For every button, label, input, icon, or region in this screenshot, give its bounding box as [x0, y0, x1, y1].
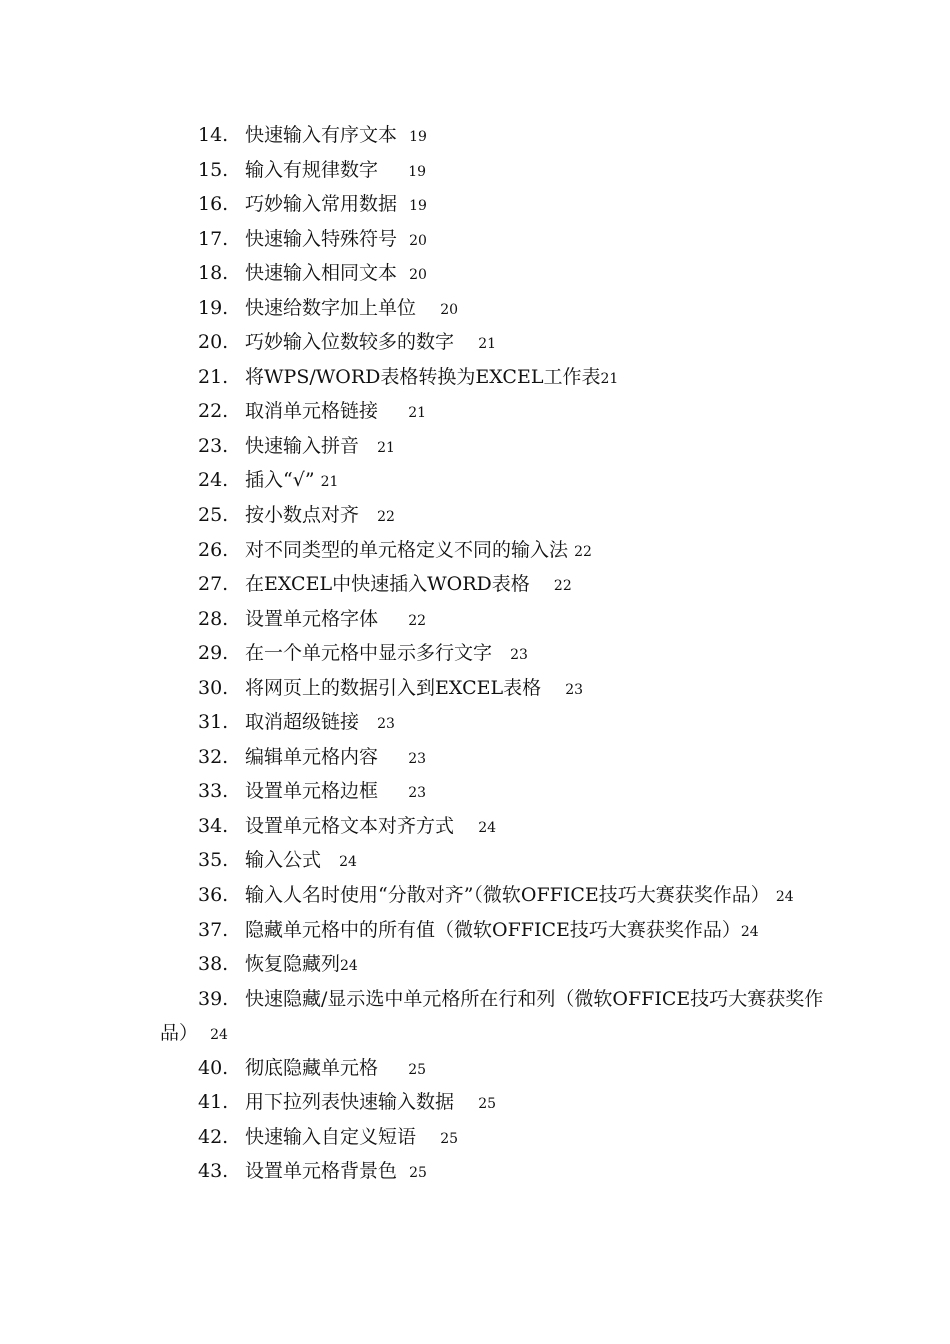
entry-title: 巧妙输入位数较多的数字 — [245, 331, 455, 354]
entry-page: 23 — [510, 647, 528, 664]
toc-entry-15[interactable] — [0, 153, 950, 188]
entry-page: 21 — [600, 370, 619, 387]
entry-page: 20 — [409, 232, 427, 249]
entry-page: 25 — [478, 1096, 497, 1113]
entry-number: 41. — [198, 1091, 229, 1114]
entry-number: 14. — [198, 124, 229, 146]
entry-number: 38. — [198, 953, 229, 976]
toc-entry-26[interactable] — [0, 533, 950, 568]
entry-title: 快速输入特殊符号 — [245, 227, 398, 250]
entry-page: 22 — [553, 578, 572, 595]
entry-title: 输入人名时使用“分散对齐”（微软OFFICE技巧大赛获奖作品） — [245, 884, 770, 907]
entry-separator — [378, 746, 408, 768]
toc-entry-32[interactable] — [0, 740, 950, 775]
entry-separator — [359, 711, 377, 733]
entry-number: 25. — [198, 504, 229, 527]
entry-page: 19 — [409, 129, 427, 145]
entry-number: 33. — [198, 780, 229, 803]
entry-number: 37. — [198, 918, 229, 941]
entry-separator — [359, 504, 377, 526]
toc-entry-40[interactable] — [0, 1051, 950, 1086]
entry-separator — [454, 331, 478, 353]
toc-entry-29[interactable] — [0, 636, 950, 671]
toc-entry-34[interactable] — [0, 809, 950, 844]
entry-number: 32. — [198, 745, 229, 768]
entry-separator — [378, 780, 408, 802]
entry-title: 设置单元格背景色 — [245, 1160, 398, 1183]
entry-title: 在EXCEL中快速插入WORD表格 — [245, 573, 530, 596]
toc-entry-22[interactable] — [0, 394, 950, 429]
entry-title: 快速输入相同文本 — [245, 262, 398, 285]
entry-separator — [492, 642, 510, 664]
entry-number: 36. — [198, 884, 229, 907]
entry-page: 24 — [210, 1027, 228, 1044]
toc-entry-18[interactable] — [0, 256, 950, 291]
entry-page: 23 — [408, 785, 427, 802]
entry-number: 34. — [198, 814, 229, 837]
entry-separator — [378, 400, 408, 422]
entry-separator — [397, 1160, 409, 1182]
entry-number: 18. — [198, 262, 229, 285]
entry-title: 快速给数字加上单位 — [245, 296, 417, 319]
entry-title: 将WPS/WORD表格转换为EXCEL工作表 — [245, 365, 601, 388]
entry-number: 24. — [198, 469, 229, 492]
entry-title: 彻底隐藏单元格 — [245, 1056, 379, 1079]
entry-separator — [397, 228, 409, 250]
entry-separator — [397, 124, 409, 146]
entry-number: 21. — [198, 365, 229, 388]
entry-page: 20 — [440, 301, 459, 318]
entry-number: 42. — [198, 1125, 229, 1148]
toc-entry-25[interactable] — [0, 498, 950, 533]
entry-title: 对不同类型的单元格定义不同的输入法 — [245, 538, 569, 561]
entry-title: 快速隐藏/显示选中单元格所在行和列（微软OFFICE技巧大赛获奖作 — [245, 987, 824, 1010]
entry-number: 29. — [198, 642, 229, 665]
entry-page: 22 — [408, 612, 427, 629]
toc-entry-19[interactable] — [0, 291, 950, 326]
entry-number: 31. — [198, 711, 229, 734]
entry-separator — [454, 1091, 478, 1113]
entry-page: 24 — [339, 854, 357, 871]
entry-page: 22 — [377, 509, 395, 526]
toc-entry-38[interactable] — [0, 947, 950, 982]
entry-number: 26. — [198, 538, 229, 561]
toc-entry-16[interactable] — [0, 187, 950, 222]
entry-title: 用下拉列表快速输入数据 — [245, 1091, 455, 1114]
entry-separator — [397, 262, 409, 284]
entry-page: 25 — [408, 1061, 427, 1078]
entry-number: 28. — [198, 607, 229, 630]
entry-page: 23 — [408, 750, 427, 767]
entry-page: 24 — [740, 923, 759, 940]
entry-separator — [397, 193, 409, 215]
entry-number: 19. — [198, 296, 229, 319]
entry-title: 快速输入自定义短语 — [245, 1125, 417, 1148]
entry-title: 将网页上的数据引入到EXCEL表格 — [245, 676, 542, 699]
toc-entry-36[interactable] — [0, 878, 950, 913]
entry-title: 取消单元格链接 — [245, 400, 379, 423]
entry-title: 快速输入有序文本 — [245, 124, 398, 146]
table-of-contents — [0, 118, 950, 1189]
entry-number: 20. — [198, 331, 229, 354]
toc-entry-35[interactable] — [0, 843, 950, 878]
entry-page: 24 — [775, 889, 794, 906]
entry-separator — [198, 1022, 210, 1044]
entry-title: 设置单元格边框 — [245, 780, 379, 803]
toc-entry-27[interactable] — [0, 567, 950, 602]
entry-page: 21 — [478, 336, 497, 353]
toc-entry-42[interactable] — [0, 1120, 950, 1155]
entry-title: 巧妙输入常用数据 — [245, 193, 398, 216]
entry-page: 21 — [377, 439, 395, 456]
entry-separator — [378, 1057, 408, 1079]
entry-number: 39. — [198, 987, 229, 1010]
toc-entry-23[interactable] — [0, 429, 950, 464]
entry-page: 22 — [574, 543, 592, 560]
entry-page: 23 — [565, 681, 584, 698]
entry-page: 21 — [408, 405, 427, 422]
entry-title: 快速输入拼音 — [245, 434, 360, 457]
entry-number: 17. — [198, 227, 229, 250]
entry-title: 在一个单元格中显示多行文字 — [245, 642, 493, 665]
entry-separator — [378, 608, 408, 630]
entry-separator — [416, 1126, 440, 1148]
toc-entry-30[interactable] — [0, 671, 950, 706]
entry-title: 输入有规律数字 — [245, 158, 379, 181]
entry-page: 20 — [409, 267, 427, 284]
toc-entry-33[interactable] — [0, 774, 950, 809]
entry-page: 24 — [340, 958, 358, 975]
toc-entry-41[interactable] — [0, 1085, 950, 1120]
entry-number: 15. — [198, 158, 229, 181]
toc-entry-14[interactable] — [0, 118, 950, 153]
entry-title: 插入“√” — [245, 469, 315, 492]
toc-entry-28[interactable] — [0, 602, 950, 637]
entry-page: 23 — [377, 716, 395, 733]
entry-page: 25 — [440, 1130, 459, 1147]
entry-title: 设置单元格字体 — [245, 607, 379, 630]
entry-number: 22. — [198, 400, 229, 423]
entry-title-continued: 品） — [160, 1022, 199, 1045]
entry-title: 取消超级链接 — [245, 711, 360, 734]
entry-number: 43. — [198, 1160, 229, 1183]
entry-separator — [359, 435, 377, 457]
entry-separator — [530, 573, 554, 595]
entry-title: 恢复隐藏列 — [245, 953, 341, 976]
toc-entry-24[interactable] — [0, 463, 950, 498]
entry-title: 输入公式 — [245, 849, 322, 872]
entry-number: 40. — [198, 1056, 229, 1079]
entry-page: 19 — [408, 163, 427, 180]
entry-page: 21 — [320, 474, 339, 491]
toc-entry-39[interactable] — [0, 982, 950, 1051]
toc-entry-37[interactable] — [0, 913, 950, 948]
toc-entry-17[interactable] — [0, 222, 950, 257]
entry-separator — [416, 297, 440, 319]
entry-title: 设置单元格文本对齐方式 — [245, 814, 455, 837]
entry-page: 19 — [409, 198, 427, 215]
entry-number: 27. — [198, 573, 229, 596]
entry-number: 35. — [198, 849, 229, 872]
entry-title: 按小数点对齐 — [245, 504, 360, 527]
entry-title: 编辑单元格内容 — [245, 745, 379, 768]
toc-entry-43[interactable] — [0, 1154, 950, 1189]
entry-number: 16. — [198, 193, 229, 216]
entry-title: 隐藏单元格中的所有值（微软OFFICE技巧大赛获奖作品） — [245, 918, 741, 941]
entry-separator — [541, 677, 565, 699]
entry-number: 23. — [198, 434, 229, 457]
toc-entry-20[interactable] — [0, 325, 950, 360]
entry-page: 24 — [478, 819, 497, 836]
entry-separator — [378, 159, 408, 181]
entry-page: 25 — [409, 1165, 427, 1182]
entry-separator — [454, 815, 478, 837]
entry-separator — [321, 849, 339, 871]
toc-entry-31[interactable] — [0, 705, 950, 740]
entry-number: 30. — [198, 676, 229, 699]
toc-entry-21[interactable] — [0, 360, 950, 395]
